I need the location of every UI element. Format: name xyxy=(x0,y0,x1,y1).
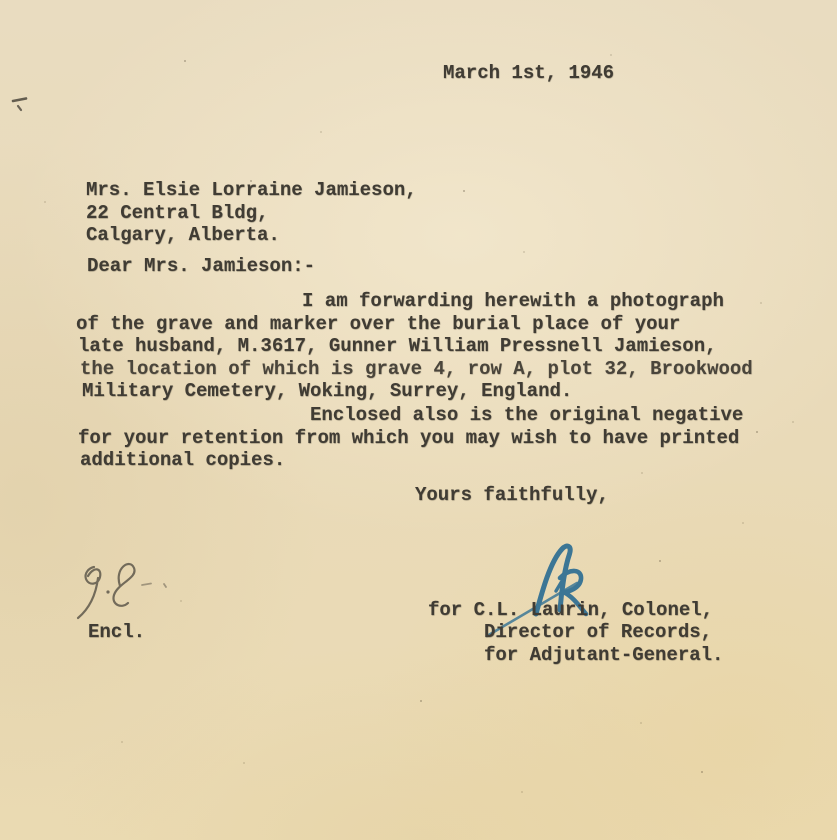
signature-name-line: for C.L. Laurin, Colonel, xyxy=(428,599,714,621)
paragraph2-line2: for your retention from which you may wish to have printed xyxy=(78,427,740,449)
closing-phrase: Yours faithfully, xyxy=(415,484,609,506)
pencil-initials xyxy=(58,556,178,628)
letter-date: March 1st, 1946 xyxy=(443,62,615,84)
paragraph1-line5: Military Cemetery, Woking, Surrey, England. xyxy=(82,380,573,402)
signature-authority-line: for Adjutant-General. xyxy=(484,644,724,666)
paragraph1-line2: of the grave and marker over the burial place of your xyxy=(76,313,681,335)
paragraph1-line4: the location of which is grave 4, row A, plot 32, Brookwood xyxy=(80,358,753,380)
salutation: Dear Mrs. Jamieson:- xyxy=(87,255,316,277)
enclosure-notation: Encl. xyxy=(88,621,146,643)
paragraph2-line3: additional copies. xyxy=(80,449,286,471)
stray-pen-mark xyxy=(10,95,34,113)
paragraph1-line3: late husband, M.3617, Gunner William Pressnell Jamieson, xyxy=(78,335,717,357)
paragraph2-line1: Enclosed also is the original negative xyxy=(310,404,744,426)
signature-title-line: Director of Records, xyxy=(484,621,713,643)
recipient-street: 22 Central Bldg, xyxy=(86,202,269,224)
paragraph1-line1: I am forwarding herewith a photograph xyxy=(302,290,724,312)
recipient-name: Mrs. Elsie Lorraine Jamieson, xyxy=(86,179,417,201)
recipient-city: Calgary, Alberta. xyxy=(86,224,280,246)
